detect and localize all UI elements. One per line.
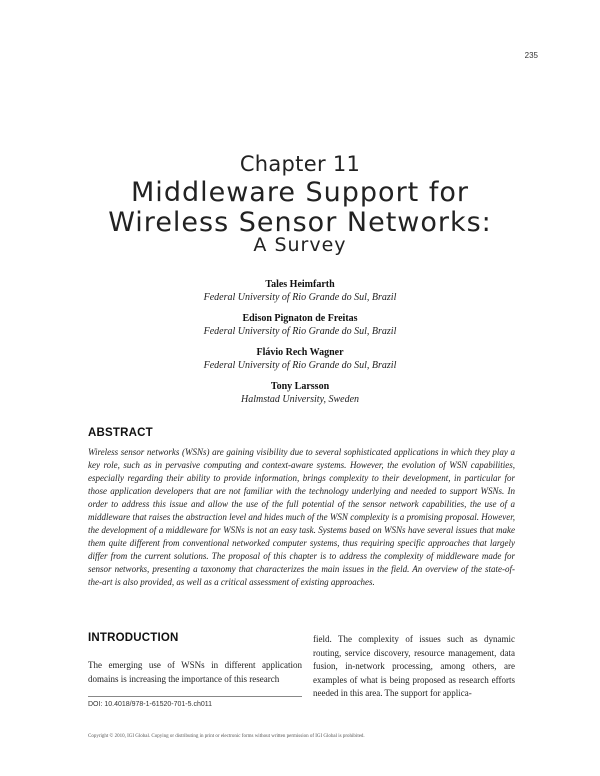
author-affiliation: Federal University of Rio Grande do Sul, Brazil xyxy=(203,360,397,371)
introduction-right-column: field. The complexity of issues such as dynamic routing, service discovery, resource management, data fusion, in-network processing, among others, are examples of what is being proposed as research efforts needed in this area. The support for applica- xyxy=(313,634,515,698)
copyright-notice: Copyright © 2010, IGI Global. Copying or distributing in print or electronic forms without written permission of IGI Global is prohibited. xyxy=(88,734,365,739)
introduction-heading: INTRODUCTION xyxy=(88,632,179,644)
author-affiliation: Federal University of Rio Grande do Sul, Brazil xyxy=(203,326,397,337)
author-name: Edison Pignaton de Freitas xyxy=(242,313,358,324)
abstract-text: Wireless sensor networks (WSNs) are gaining visibility due to several sophisticated applications in which they play a key role, such as in pervasive computing and context-aware systems. However, the evolution of WSN capabilities, especially regarding their ability to provide information, brings complexity to their development, in particular for those application developers that are not familiar with the technology underlying and needed to support WSNs. In order to address this issue and allow the use of the full potential of the sensor network capabilities, the use of a middleware that raises the abstraction level and hides much of the WSN complexity is a promising proposal. However, the development of a middleware for WSNs is not an easy task. Systems based on WSNs have several issues that make them quite different from conventional networked computer systems, thus requiring specific approaches that largely differ from the current solutions. The proposal of this chapter is to address the complexity of middleware made for sensor networks, presenting a taxonomy that characterizes the main issues in the field. An overview of the state-of-the-art is also provided, as well as a critical assessment of existing approaches. xyxy=(88,447,515,587)
introduction-left-column: The emerging use of WSNs in different application domains is increasing the importance of this research xyxy=(88,660,302,684)
author-block xyxy=(0,380,600,406)
chapter-title-line-2: Wireless Sensor Networks: xyxy=(108,207,492,238)
author-name: Tony Larsson xyxy=(270,381,330,392)
author-name: Tales Heimfarth xyxy=(265,279,335,290)
author-block xyxy=(0,278,600,304)
author-affiliation: Federal University of Rio Grande do Sul, Brazil xyxy=(203,292,397,303)
page-number: 235 xyxy=(524,51,538,60)
abstract-heading: ABSTRACT xyxy=(88,427,153,439)
chapter-label: Chapter 11 xyxy=(239,152,361,176)
author-name: Flávio Rech Wagner xyxy=(256,347,344,358)
author-affiliation: Halmstad University, Sweden xyxy=(240,394,360,405)
doi-line: DOI: 10.4018/978-1-61520-701-5.ch011 xyxy=(88,701,213,708)
author-list xyxy=(0,278,600,414)
abstract-body xyxy=(88,446,515,589)
author-block xyxy=(0,346,600,372)
footnote-divider xyxy=(88,696,302,697)
author-block xyxy=(0,312,600,338)
chapter-subtitle: A Survey xyxy=(253,234,347,256)
chapter-title-line-1: Middleware Support for xyxy=(131,177,469,208)
